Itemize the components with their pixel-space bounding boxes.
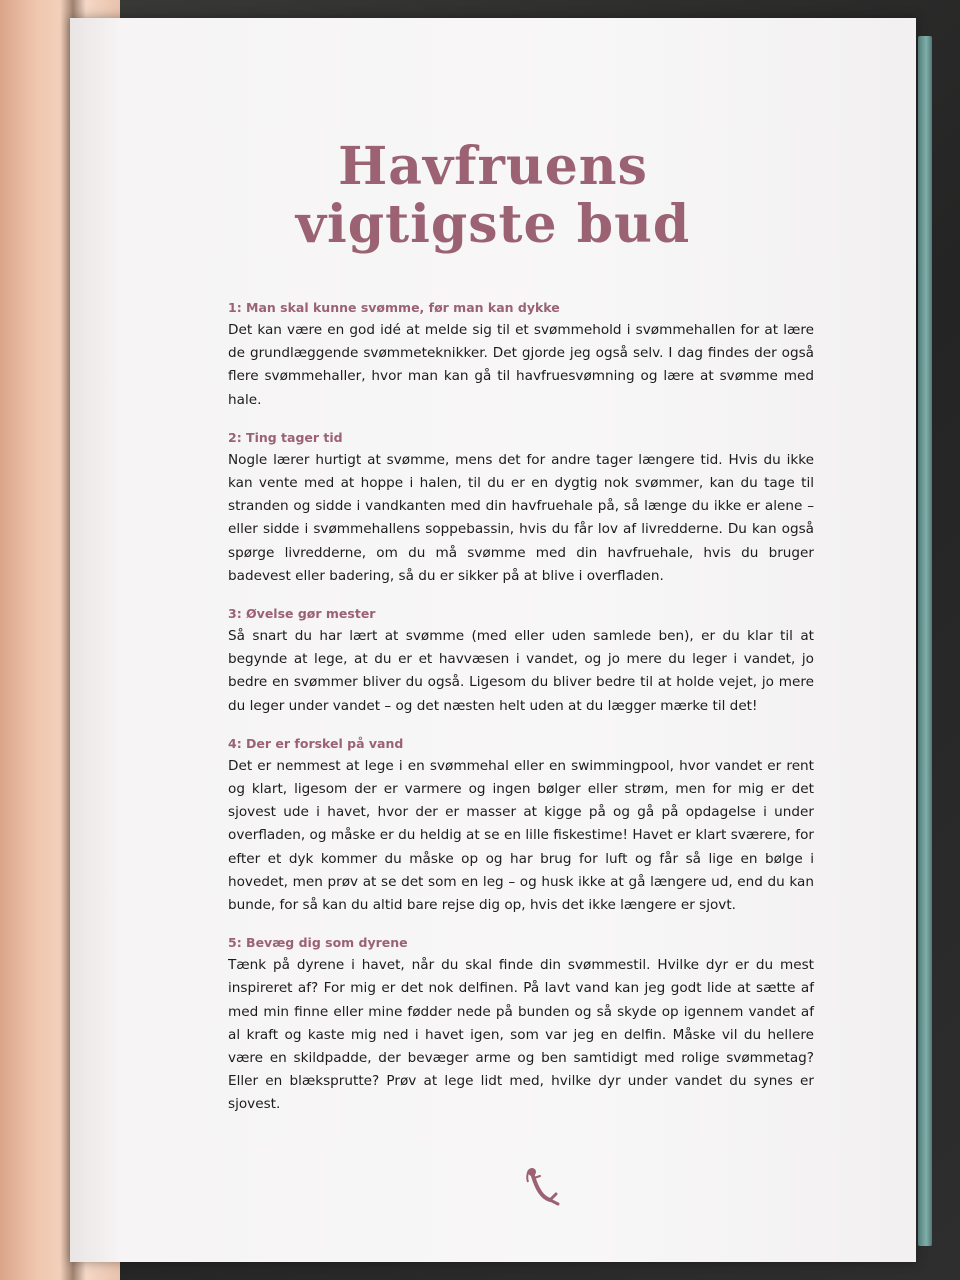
section-2 bbox=[228, 428, 814, 588]
section-heading: 3: Øvelse gør mester bbox=[228, 606, 376, 622]
title-line-2: vigtigste bud bbox=[295, 194, 691, 255]
book-cover-edge bbox=[918, 36, 932, 1246]
section-text: Det er nemmest at lege i en svømmehal eller en swimmingpool, hvor vandet er rent og klart, ligesom der er varmere og ingen bølger eller strøm, men for mig er det sjovest ude i havet, hvor der er masser at kigge på og gå på opdagelse i under overfladen, og måske er du heldig at se en lille fiskestime! Havet er klart sværere, for efter et dyk kommer du måske op og har brug for luft og får så lige en bølge i hovedet, men prøv at se det som en leg – og husk ikke at gå længere ud, end du kan bunde, for så kan du altid bare rejse dig op, hvis det ikke længere er sjovt. bbox=[228, 757, 814, 914]
section-text: Så snart du har lært at svømme (med eller uden samlede ben), er du klar til at begynde at lege, at du er et havvæsen i vandet, og jo mere du leger i vandet, jo bedre en svømmer bliver du også. Ligesom du bliver bedre til at holde vejet, jo mere du leger under vandet – og det næsten helt uden at du lægger mærke til det! bbox=[228, 628, 814, 714]
section-1 bbox=[228, 298, 814, 412]
section-3 bbox=[228, 604, 814, 718]
section-text: Nogle lærer hurtigt at svømme, mens det for andre tager længere tid. Hvis du ikke kan vente med at hoppe i halen, til du er en dygtig nok svømmer, kan du tage til stranden og sidde i vandkanten med din havfruehale på, så længe du ikke er alene – eller sidde i svømmehallens soppebassin, hvis du får lov af livredderne. Du kan også spørge livredderne, om du må svømme med din havfruehale, hvis du bruger badevest eller badering, så du er sikker på at blive i overfladen. bbox=[228, 451, 814, 584]
section-heading: 1: Man skal kunne svømme, før man kan dykke bbox=[228, 300, 560, 315]
section-5 bbox=[228, 933, 814, 1116]
title-line-1: Havfruens bbox=[338, 136, 648, 197]
section-heading: 5: Bevæg dig som dyrene bbox=[228, 935, 408, 951]
book-page bbox=[70, 18, 916, 1262]
page-title bbox=[70, 138, 916, 254]
section-4 bbox=[228, 734, 814, 917]
section-text: Tænk på dyrene i havet, når du skal finde din svømmestil. Hvilke dyr er du mest inspireret af? For mig er det nok delfinen. På lavt vand kan jeg godt lide at sætte af med min finne eller mine fødder nede på bunden og så skyde op igennem vandet af al kraft og kaste mig ned i havet igen, som var jeg en delfin. Måske vil du hellere være en skildpadde, der bevæger arme og ben samtidigt med rolige svømmetag? Eller en blæksprutte? Prøv at lege lidt med, hvilke dyr under vandet du synes er sjovest. bbox=[228, 957, 814, 1113]
section-heading: 2: Ting tager tid bbox=[228, 429, 343, 445]
mermaid-icon bbox=[520, 1164, 560, 1208]
section-text: Det kan være en god idé at melde sig til et svømmehold i svømmehallen for at lære de grundlæggende svømmeteknikker. Det gjorde jeg også selv. I dag findes der også flere svømmehaller, hvor man kan gå til havfruesvømning og lære at svømme med hale. bbox=[228, 322, 814, 408]
section-heading: 4: Der er forskel på vand bbox=[228, 735, 404, 751]
page-content bbox=[228, 298, 814, 1133]
